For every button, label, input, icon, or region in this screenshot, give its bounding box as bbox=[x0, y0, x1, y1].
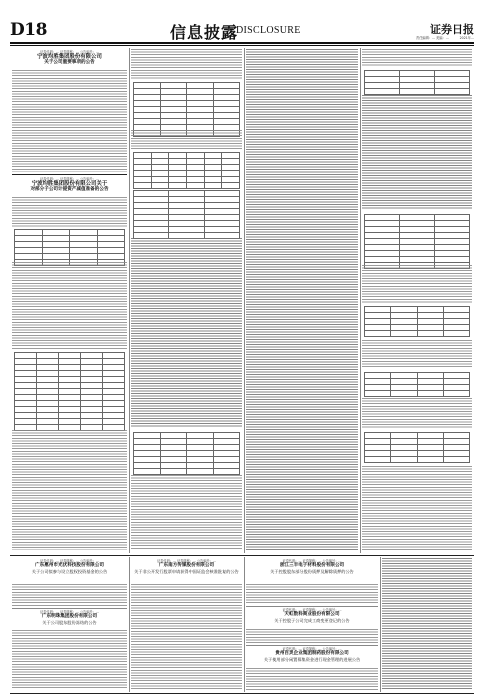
article-title: 贵州百灵企业集团制药股份有限公司 bbox=[275, 651, 349, 656]
article-body-text bbox=[362, 265, 472, 303]
data-table bbox=[364, 306, 470, 337]
article-body-text bbox=[131, 130, 242, 150]
data-table bbox=[14, 229, 125, 266]
article-subtitle: 关于公司拟参与设立股权投资基金的公告 bbox=[31, 568, 108, 574]
article-body-text bbox=[246, 629, 378, 643]
article-body-text bbox=[12, 197, 127, 227]
column-divider bbox=[129, 48, 130, 553]
article-subtitle: 关于控股股东部分股份质押及解除质押的公告 bbox=[270, 568, 354, 574]
article-body-text bbox=[12, 262, 127, 350]
article-body-text bbox=[362, 466, 472, 550]
article-subtitle: 关于非公开发行股票申请获得中国证监会核准批复的公告 bbox=[134, 568, 239, 574]
column-divider bbox=[129, 557, 130, 692]
article-body-text bbox=[362, 398, 472, 428]
article-title: 宁波均胜集团股份有限公司 bbox=[37, 54, 102, 60]
article-header bbox=[246, 607, 378, 623]
article-body-text bbox=[131, 238, 242, 428]
section-divider bbox=[10, 555, 474, 556]
data-table bbox=[364, 372, 470, 397]
article-body-text bbox=[362, 340, 472, 368]
article-subtitle: 关于公司重要事项的公告 bbox=[44, 60, 95, 66]
article-body-text bbox=[362, 95, 472, 210]
article-title: 广东南方传媒股份有限公司 bbox=[158, 563, 215, 568]
article-header bbox=[12, 49, 127, 66]
stock-code-line: 证券代码：... 证券简称：... 公告编号：... bbox=[40, 50, 99, 54]
article-header bbox=[246, 558, 378, 574]
masthead-rule-thin bbox=[10, 45, 474, 46]
article-header bbox=[12, 609, 127, 625]
article-divider bbox=[12, 174, 127, 175]
data-table bbox=[14, 400, 125, 431]
article-body-text bbox=[131, 49, 242, 79]
stock-code-line: 证券代码：... 证券简称：... 公告编号：... bbox=[40, 177, 99, 181]
article-header bbox=[12, 176, 127, 193]
data-table bbox=[133, 152, 240, 189]
article-title: 天虹数科商业股份有限公司 bbox=[284, 612, 340, 617]
article-subtitle: 对部分子公司计提资产减值准备的公告 bbox=[30, 187, 109, 193]
article-body-text bbox=[12, 70, 127, 172]
article-subtitle: 关于公司股东股份冻结的公告 bbox=[42, 619, 97, 625]
article-body-text bbox=[246, 584, 378, 604]
data-table bbox=[133, 432, 240, 475]
article-body-text bbox=[131, 475, 242, 550]
stock-code-line: 证券代码：... 证券简称：... 公告编号：... bbox=[40, 559, 99, 563]
article-subtitle: 关于使用部分闲置募集资金进行现金管理的进展公告 bbox=[263, 656, 361, 662]
issue-date: 2021年... bbox=[459, 36, 474, 40]
column-divider bbox=[360, 48, 361, 553]
stock-code-line: 证券代码：... 证券简称：... 公告编号：... bbox=[282, 647, 342, 651]
article-title: 浙江三丰电子材料股份有限公司 bbox=[279, 563, 345, 568]
article-title: 宁波均胜集团股份有限公司关于 bbox=[31, 181, 108, 187]
data-table bbox=[133, 82, 240, 137]
article-body-text bbox=[246, 668, 378, 690]
article-subtitle: 关于控股子公司完成工商变更登记的公告 bbox=[274, 617, 350, 623]
data-table bbox=[364, 70, 470, 95]
article-header bbox=[12, 558, 127, 574]
article-title: 广东明珠集团股份有限公司 bbox=[41, 614, 98, 619]
data-table bbox=[364, 432, 470, 463]
data-table bbox=[14, 352, 125, 401]
article-header bbox=[246, 646, 378, 662]
section-subtitle: DISCLOSURE bbox=[236, 25, 301, 36]
stock-code-line: 证券代码：... 证券简称：... 公告编号：... bbox=[40, 610, 99, 614]
masthead bbox=[10, 20, 474, 42]
section-title: 信息披露 bbox=[170, 23, 239, 42]
article-body-text bbox=[12, 630, 127, 690]
article-title: 广东惠州市光伏科技股份有限公司 bbox=[35, 563, 104, 568]
page-number: D18 bbox=[10, 20, 47, 40]
data-table bbox=[133, 190, 240, 239]
masthead-meta bbox=[416, 35, 474, 40]
column-divider bbox=[380, 557, 381, 692]
article-body-text bbox=[12, 584, 127, 606]
article-header bbox=[131, 558, 242, 574]
article-body-text bbox=[131, 584, 242, 690]
page-bottom-rule bbox=[10, 693, 474, 694]
masthead-rule bbox=[10, 42, 474, 44]
newspaper-logo: 证券日报 bbox=[430, 23, 474, 36]
article-body-text bbox=[382, 558, 472, 690]
article-body-text bbox=[12, 430, 127, 550]
stock-code-line: 证券代码：... 证券简称：... 公告编号：... bbox=[282, 559, 342, 563]
article-body-text bbox=[362, 49, 472, 67]
stock-code-line: 证券代码：... 证券简称：... 公告编号：... bbox=[282, 608, 342, 612]
stock-code-line: 证券代码：... 证券简称：... 公告编号：... bbox=[157, 559, 216, 563]
article-body-text bbox=[246, 49, 358, 550]
column-divider bbox=[244, 557, 245, 692]
column-divider bbox=[244, 48, 245, 553]
data-table bbox=[364, 214, 470, 269]
editor-credit: 责任编辑：... 美编：... bbox=[416, 36, 449, 40]
